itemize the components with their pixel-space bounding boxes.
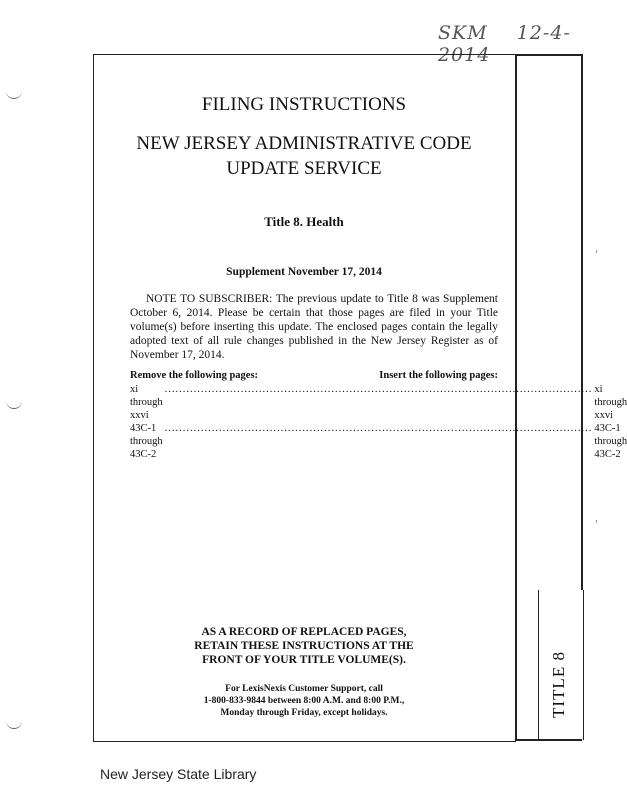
support-line-2: 1-800-833-9844 between 8:00 A.M. and 8:00 P.M., (203, 696, 405, 706)
record-notice (93, 625, 515, 667)
tab-label: TITLE 8 (549, 651, 568, 718)
handwritten-date: 12-4-2014 (438, 22, 571, 66)
punch-hole-mark (6, 88, 22, 99)
subtitle-line-1: NEW JERSEY ADMINISTRATIVE CODE (136, 133, 472, 154)
table-row (130, 422, 627, 461)
table-row (130, 383, 627, 422)
record-line-3: FRONT OF YOUR TITLE VOLUME(S). (202, 654, 406, 666)
punch-hole-mark (6, 398, 22, 409)
remove-pages: 43C-1 through 43C-2 (130, 423, 163, 460)
record-line-2: RETAIN THESE INSTRUCTIONS AT THE (194, 640, 414, 652)
support-line-3: Monday through Friday, except holidays. (220, 708, 388, 718)
supplement-date: Supplement November 17, 2014 (226, 266, 382, 278)
document-subtitle (93, 131, 515, 181)
subscriber-note: NOTE TO SUBSCRIBER: The previous update to Title 8 was Supplement October 6, 2014. Please be certain that those pages are filed in your Title volume(s) before inserting this update. The enclosed pages contain the legally adopted text of all rule changes published in the New Jersey Register as of November 17, 2014. (130, 293, 498, 361)
dot-leader: ...................................................................................................................... (164, 384, 593, 395)
subtitle-line-2: UPDATE SERVICE (226, 158, 382, 179)
pages-table-header (130, 370, 498, 381)
tab-frame-right (581, 54, 583, 590)
dot-leader: ...................................................................................................................... (164, 423, 593, 434)
insert-pages: 43C-1 through 43C-2 (594, 423, 627, 460)
title-tab (538, 590, 584, 740)
tab-divider-line (515, 54, 517, 740)
punch-hole-mark (6, 718, 22, 729)
insert-pages: xi through xxvi (594, 384, 627, 421)
handwritten-initials: SKM (438, 22, 488, 44)
library-stamp: New Jersey State Library (100, 766, 257, 782)
tab-frame-top (515, 54, 582, 56)
record-line-1: AS A RECORD OF REPLACED PAGES, (201, 626, 407, 638)
support-line-1: For LexisNexis Customer Support, call (225, 684, 383, 694)
document-title: FILING INSTRUCTIONS (201, 94, 407, 115)
title-name: Title 8. Health (264, 214, 344, 229)
support-info (93, 683, 515, 719)
remove-header: Remove the following pages: (130, 370, 259, 381)
remove-pages: xi through xxvi (130, 384, 163, 421)
scan-speck (596, 250, 597, 253)
insert-header: Insert the following pages: (379, 370, 498, 381)
scan-speck (596, 520, 597, 523)
pages-table (130, 383, 627, 461)
